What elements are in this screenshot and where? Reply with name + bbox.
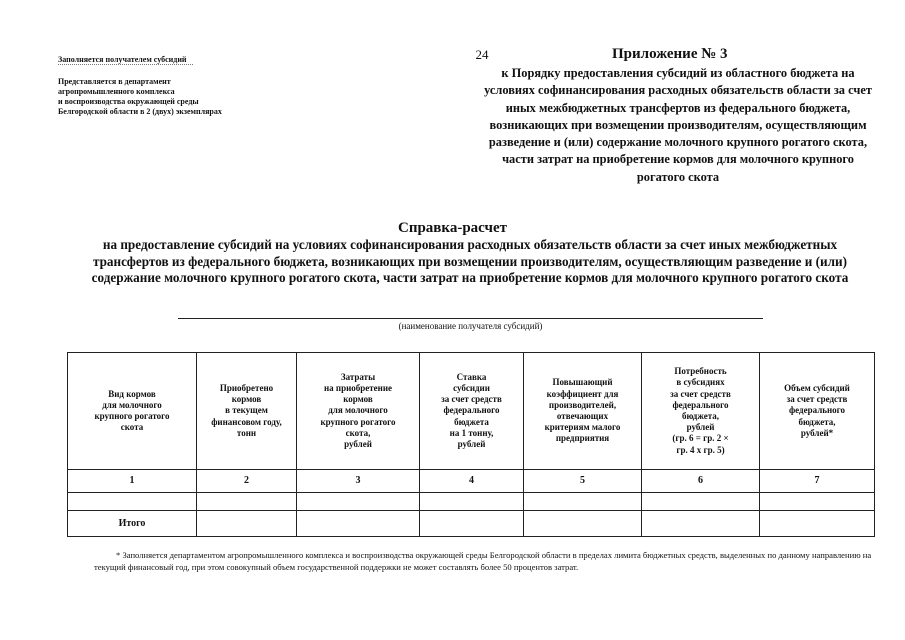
table-cell xyxy=(642,493,760,511)
table-header-row xyxy=(68,353,875,470)
appendix-reference: к Порядку предоставления субсидий из областного бюджета на условиях софинансирования расходных обязательств области за счет иных межбюджетных трансфертов из федерального бюджета, возникающих при возмещении производителям, осуществляющим разведение и (или) содержание молочного крупного рогатого скота, части затрат на приобретение кормов для молочного крупного рогатого скота xyxy=(484,66,872,184)
table-cell xyxy=(760,511,875,537)
table-cell xyxy=(524,493,642,511)
footnote: * Заполняется департаментом агропромышленного комплекса и воспроизводства окружающей среды Белгородской области в пределах лимита бюджетных средств, выделенных по данному направлению на текущий финансовый год, при этом совокупный объем государственной поддержки не может составлять более 50 процентов затрат. xyxy=(94,550,872,572)
header-cell: Повышающий коэффициент для производителей, отвечающих критериям малого предприятия xyxy=(524,353,642,470)
table-cell xyxy=(420,493,524,511)
document-subtitle: на предоставление субсидий на условиях софинансирования расходных обязательств области за счет иных межбюджетных трансфертов из федерального бюджета, возникающих при возмещении производителям, осуществляющим разведение и (или) содержание молочного крупного рогатого скота, части затрат на приобретение кормов для молочного крупного рогатого скота xyxy=(91,237,849,285)
column-number-cell: 7 xyxy=(760,470,875,493)
submit-line: агропромышленного комплекса xyxy=(58,87,175,96)
recipient-name-line xyxy=(178,318,763,319)
table-cell xyxy=(760,493,875,511)
header-cell: Объем субсидий за счет средств федерального бюджета, рублей* xyxy=(760,353,875,470)
header-cell: Потребность в субсидиях за счет средств федерального бюджета, рублей (гр. 6 = гр. 2 × гр. 4 х гр. 5) xyxy=(642,353,760,470)
table-cell xyxy=(297,511,420,537)
document-title: Справка-расчет xyxy=(397,220,507,236)
header-cell: Вид кормов для молочного крупного рогатого скота xyxy=(68,353,197,470)
table-cell xyxy=(197,493,297,511)
column-number-cell: 6 xyxy=(642,470,760,493)
column-number-cell: 2 xyxy=(197,470,297,493)
column-number-cell: 4 xyxy=(420,470,524,493)
submission-note xyxy=(58,55,288,117)
table-cell xyxy=(297,493,420,511)
table-cell xyxy=(642,511,760,537)
page-number: 24 xyxy=(475,47,489,62)
table-cell xyxy=(420,511,524,537)
column-number-row xyxy=(68,470,875,493)
total-label: Итого xyxy=(68,511,197,537)
table-cell xyxy=(68,493,197,511)
header-cell: Ставка субсидии за счет средств федерального бюджета на 1 тонну, рублей xyxy=(420,353,524,470)
submit-line: и воспроизводства окружающей среды xyxy=(58,97,199,106)
column-number-cell: 5 xyxy=(524,470,642,493)
column-number-cell: 3 xyxy=(297,470,420,493)
header-cell: Затраты на приобретение кормов для молочного крупного рогатого скота, рублей xyxy=(297,353,420,470)
submit-line: Представляется в департамент xyxy=(58,77,171,86)
calculation-table xyxy=(67,352,875,537)
submit-line: Белгородской области в 2 (двух) экземплярах xyxy=(58,107,222,116)
header-cell: Приобретено кормов в текущем финансовом году, тонн xyxy=(197,353,297,470)
table-cell xyxy=(197,511,297,537)
fill-by-recipient-note: Заполняется получателем субсидий xyxy=(58,55,288,65)
table-row xyxy=(68,493,875,511)
column-number-cell: 1 xyxy=(68,470,197,493)
total-row xyxy=(68,511,875,537)
recipient-name-caption: (наименование получателя субсидий) xyxy=(398,321,543,331)
appendix-title: Приложение № 3 xyxy=(612,46,728,62)
table-cell xyxy=(524,511,642,537)
